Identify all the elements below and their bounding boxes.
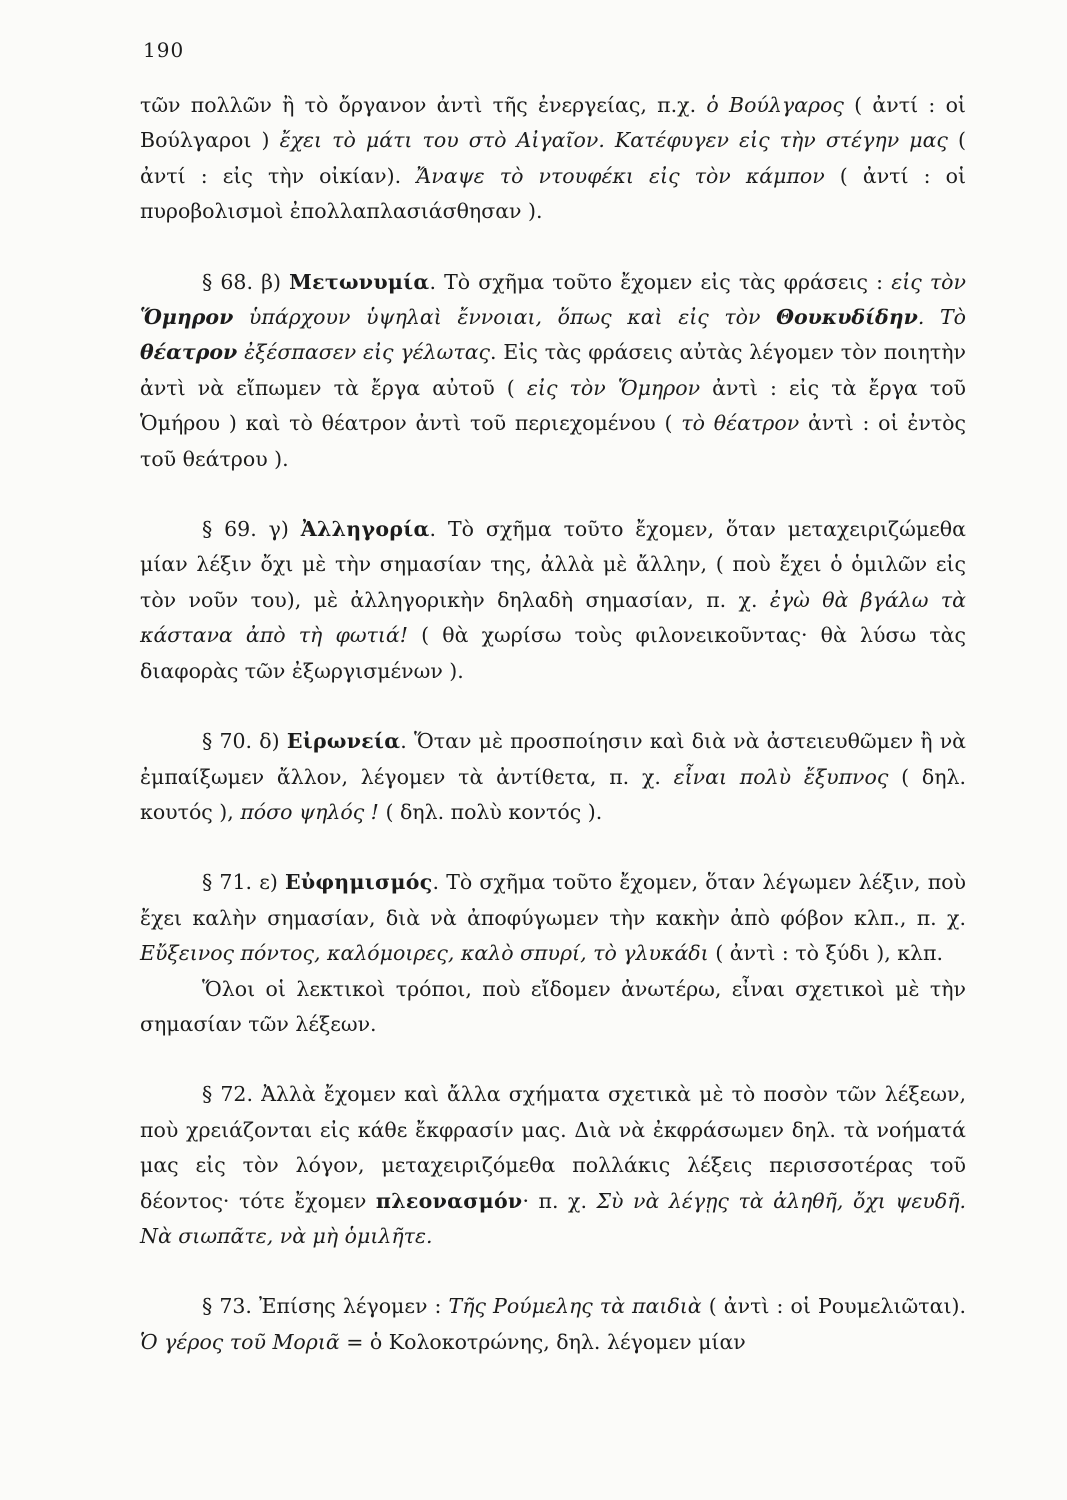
text-run: ( δηλ. πολὺ κοντός ). <box>378 799 603 824</box>
text-run: ( θὰ χωρίσω τοὺς φιλονεικοῦντας· θὰ λύσω τὰς διαφορὰς τῶν ἐξωργισμένων ). <box>140 623 966 683</box>
section-72 <box>140 1077 966 1254</box>
section-71 <box>140 865 966 971</box>
example-italic: ὑπάρχουν ὑψηλαὶ ἔννοιαι, ὅπως καὶ εἰς τὸν <box>233 305 777 330</box>
section-number: § 68. <box>202 269 253 294</box>
section-71-note <box>140 972 966 1043</box>
section-letter: γ) <box>256 517 301 542</box>
text-run: = ὁ Κολοκοτρώνης, δηλ. λέγομεν μίαν <box>339 1329 746 1354</box>
page-number: 190 <box>143 38 185 62</box>
example-italic: ἔχει τὸ μάτι του στὸ Αἰγαῖον. Κατέφυγεν εἰς τὴν στέγην μας <box>279 128 948 153</box>
text-run: τῶν πολλῶν ἢ τὸ ὄργανον ἀντὶ τῆς ἐνεργείας, π.χ. <box>140 93 707 117</box>
text-run: ( ἀντί : οἱ Βούλγαροι ) <box>140 93 966 153</box>
section-70 <box>140 724 966 830</box>
section-68 <box>140 265 966 477</box>
section-number: § 71. <box>202 870 253 895</box>
text-run: ( ἀντὶ : τὸ ξύδι ), κλπ. <box>708 941 944 966</box>
text-run: . Ὅταν μὲ προσποίησιν καὶ διὰ νὰ ἀστειευθῶμεν ἢ νὰ ἐμπαίξωμεν ἄλλον, λέγομεν τὰ ἀντίθετα, π. χ. <box>140 729 967 789</box>
text-run: . Τὸ σχῆμα τοῦτο ἔχομεν, ὅταν μεταχειριζώμεθα μίαν λέξιν ὄχι μὲ τὴν σημασίαν της, ἀλλὰ μὲ ἄλλην, ( ποὺ ἔχει ὁ ὁμιλῶν εἰς τὸν νοῦν του), μὲ ἀλληγορικὴν δηλαδὴ σημασίαν, π. χ. <box>140 517 966 612</box>
example-bold: Θουκυδίδην <box>776 305 918 330</box>
section-69 <box>140 512 966 689</box>
text-run: . Τὸ σχῆμα τοῦτο ἔχομεν, ὅταν λέγωμεν λέξιν, ποὺ ἔχει καλὴν σημασίαν, διὰ νὰ ἀποφύγωμεν τὴν κακὴν ἀπὸ φόβον κλπ., π. χ. <box>140 870 966 930</box>
text-run: Ὅλοι οἱ λεκτικοὶ τρόποι, ποὺ εἴδομεν ἀνωτέρω, εἶναι σχετικοὶ μὲ τὴν σημασίαν τῶν λέξεων. <box>140 976 966 1036</box>
text-run: ( ἀντὶ : οἱ Ρουμελιῶται). <box>701 1294 966 1319</box>
section-letter: β) <box>253 269 290 294</box>
example-italic: Τῆς Ρούμελης τὰ παιδιὰ <box>448 1294 702 1319</box>
example-italic: τὸ θέατρον <box>681 411 800 436</box>
example-italic: πόσο ψηλός ! <box>240 799 379 824</box>
section-term: πλεονασμόν <box>375 1188 523 1213</box>
example-italic: Σὺ νὰ λέγῃς τὰ ἀληθῆ, ὄχι ψευδῆ. Νὰ σιωπᾶτε, νὰ μὴ ὁμιλῆτε. <box>140 1188 967 1248</box>
text-run: ( ἀντί : εἰς τὴν οἰκίαν). <box>140 128 967 188</box>
section-number: § 70. <box>202 729 253 754</box>
example-bold: θέατρον <box>140 340 238 365</box>
example-italic: Εὔξεινος πόντος, καλόμοιρες, καλὸ σπυρί, τὸ γλυκάδι <box>140 941 709 966</box>
text-run: . Τὸ σχῆμα τοῦτο ἔχομεν εἰς τὰς φράσεις : <box>429 269 892 294</box>
section-term: Μετωνυμία <box>289 269 430 294</box>
example-italic: . Τὸ <box>917 305 966 330</box>
text-run: ἀντὶ : εἰς τὰ ἔργα τοῦ Ὁμήρου ) καὶ τὸ θέατρον ἀντὶ τοῦ περιεχομένου ( <box>140 375 967 436</box>
text-run: ( ἀντί : οἱ πυροβολισμοὶ ἐπολλαπλασιάσθησαν ). <box>140 163 967 224</box>
example-italic: εἶναι πολὺ ἔξυπνος <box>673 764 889 789</box>
example-italic: ὁ Βούλγαρος <box>706 93 844 117</box>
paragraph-continuation <box>140 88 966 230</box>
text-run: Ἐπίσης λέγομεν : <box>251 1294 449 1319</box>
text-run: ( δηλ. κουτός ), <box>140 764 966 824</box>
section-term: Ἀλληγορία <box>300 517 430 542</box>
text-run: Ἀλλὰ ἔχομεν καὶ ἄλλα σχήματα σχετικὰ μὲ τὸ ποσὸν τῶν λέξεων, ποὺ χρειάζονται εἰς κάθε ἔκφρασίν μας. Διὰ νὰ ἐκφράσωμεν δηλ. τὰ νοήματά μας εἰς τὸν λόγον, μεταχειριζόμεθα πολλάκις λέξεις περισσοτέρας τοῦ δέοντος· τότε ἔχομεν <box>140 1082 966 1213</box>
example-italic: ἐξέσπασεν εἰς γέλωτας <box>237 340 491 365</box>
example-italic: Ὁ γέρος τοῦ Μοριᾶ <box>140 1329 340 1354</box>
section-number: § 73. <box>202 1294 252 1319</box>
section-number: § 69. <box>202 517 257 542</box>
section-number: § 72. <box>202 1082 253 1107</box>
section-73 <box>140 1289 966 1360</box>
text-run: ἀντὶ : οἱ ἐντὸς τοῦ θεάτρου ). <box>140 411 966 471</box>
example-italic: Ἄναψε τὸ ντουφέκι εἰς τὸν κάμπον <box>416 163 825 188</box>
body-text <box>140 88 966 1360</box>
example-bold: Ὅμηρον <box>140 305 234 330</box>
example-italic: εἰς τὸν <box>891 269 966 294</box>
example-italic: εἰς τὸν Ὅμηρον <box>526 375 701 400</box>
section-term: Εὐφημισμός <box>285 870 433 895</box>
section-letter: δ) <box>252 729 287 754</box>
text-run: . Εἰς τὰς φράσεις αὐτὰς λέγομεν τὸν ποιητὴν ἀντὶ νὰ εἴπωμεν τὰ ἔργα αὐτοῦ ( <box>140 340 966 400</box>
section-letter: ε) <box>252 870 285 895</box>
text-run: · π. χ. <box>522 1188 597 1213</box>
example-italic: ἐγὼ θὰ βγάλω τὰ κάστανα ἀπὸ τὴ φωτιά! <box>140 587 966 648</box>
section-term: Εἰρωνεία <box>286 729 401 754</box>
